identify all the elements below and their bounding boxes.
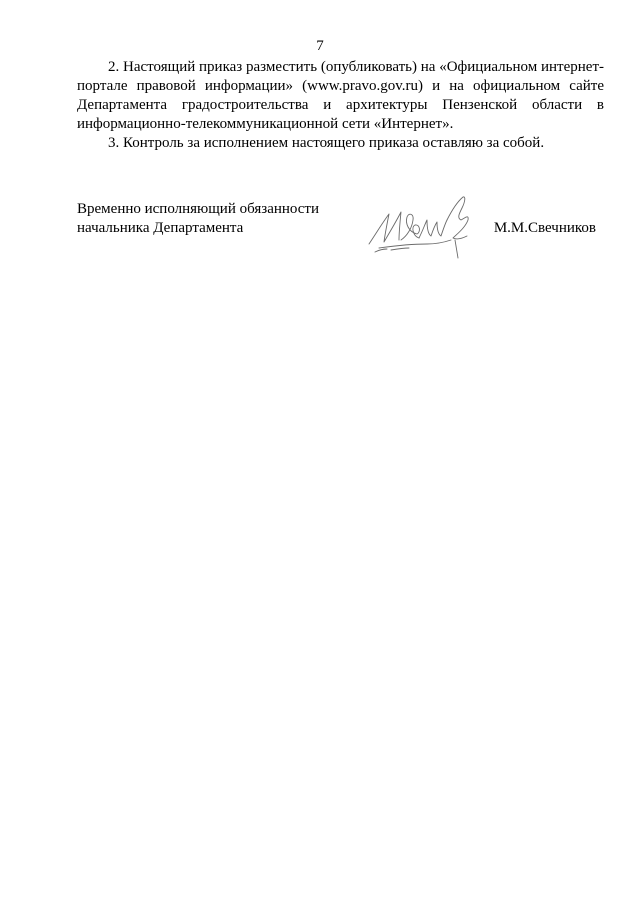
paragraph-publication: 2. Настоящий приказ разместить (опубликовать) на «Официальном интернет-портале правовой информации» (www.pravo.gov.ru) и на официальном сайте Департамента градостроительства и архитектуры Пензенской области в информационно-телекоммуникационной сети «Интернет». [77,59,604,132]
signature-stroke [379,240,451,248]
signer-position [77,200,337,238]
signer-name: М.М.Свечников [493,220,596,236]
signature-stroke [419,220,447,238]
signer-position-line-1: Временно исполняющий обязанности [77,201,320,217]
signature-stroke [369,212,401,244]
signer-position-line-2: начальника Департамента [77,220,244,236]
signature-stroke [447,197,468,239]
signature-stroke [455,240,458,258]
document-body [77,58,604,153]
signature-block [77,200,604,270]
signature-stroke [375,249,387,252]
paragraph-control: 3. Контроль за исполнением настоящего приказа оставляю за собой. [108,135,545,151]
handwritten-signature [365,192,477,262]
signature-stroke [401,214,419,240]
signature-stroke [391,248,409,250]
page-number: 7 [316,38,324,54]
